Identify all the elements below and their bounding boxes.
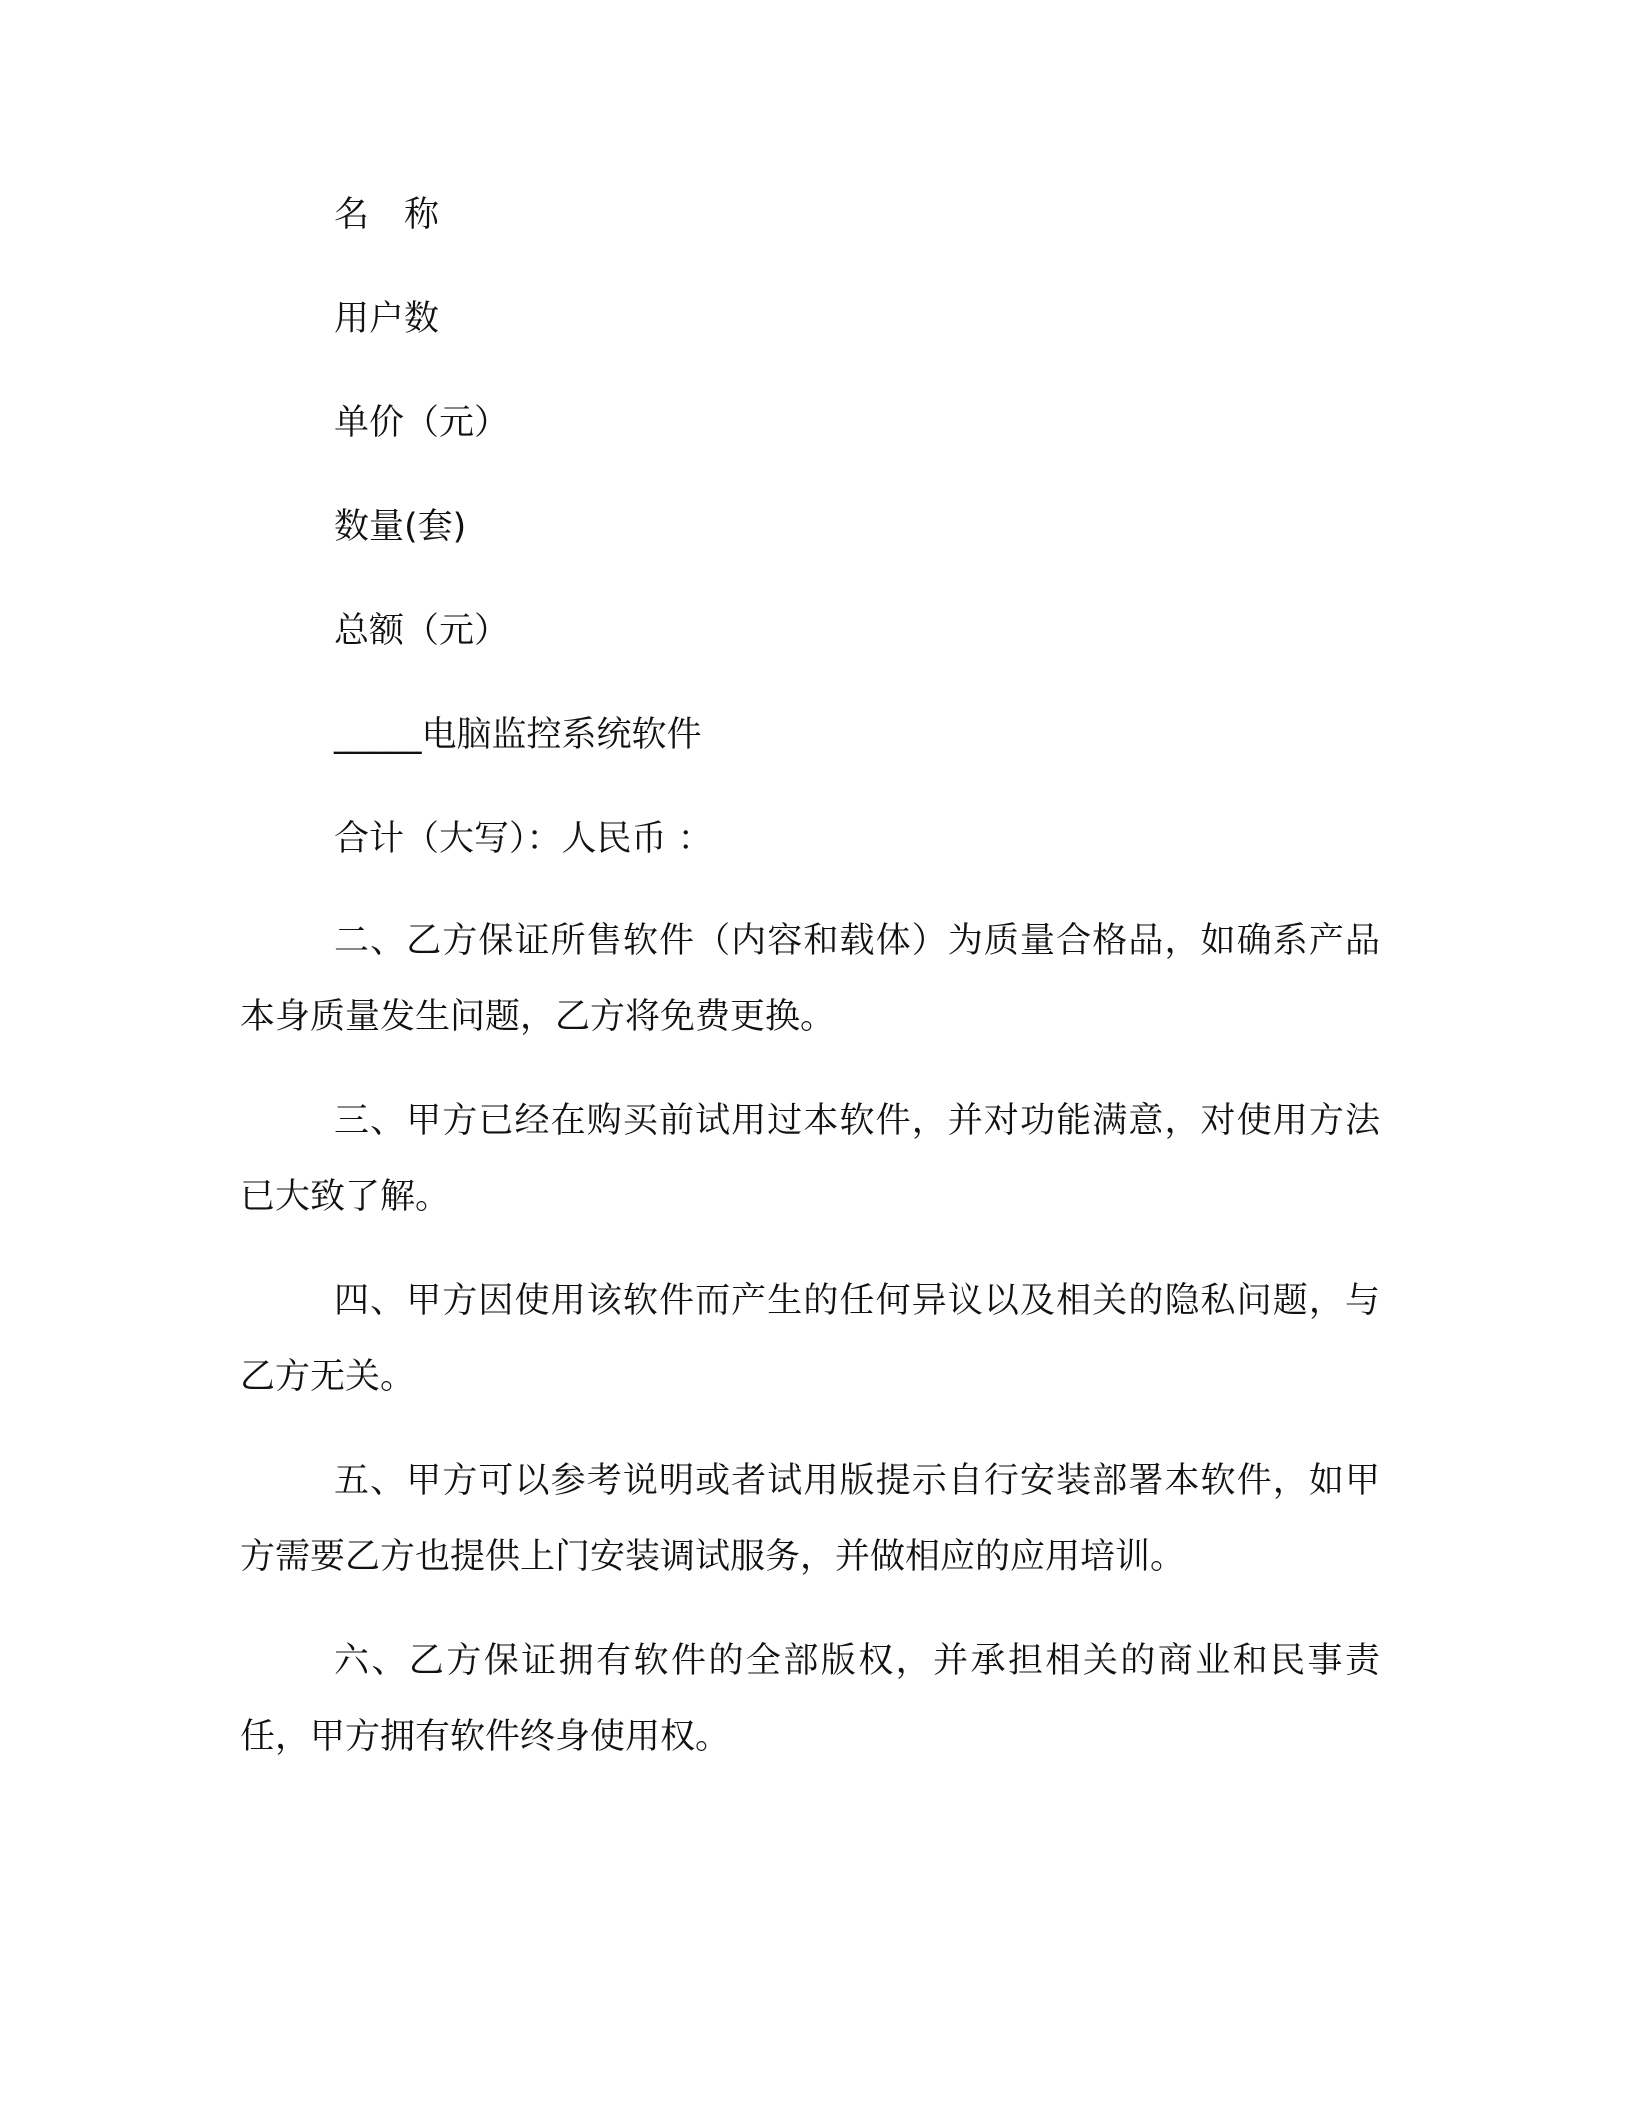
- clause-2: 二、乙方保证所售软件（内容和载体）为质量合格品，如确系产品本身质量发生问题，乙方将免费更换。: [240, 921, 1380, 1037]
- clause-3: 三、甲方已经在购买前试用过本软件，并对功能满意，对使用方法已大致了解。: [240, 1101, 1380, 1217]
- label-product: _____电脑监控系统软件: [334, 715, 702, 755]
- label-users: 用户数: [334, 299, 440, 339]
- label-unit-price: 单价（元）: [334, 403, 510, 443]
- label-total: 总额（元）: [334, 611, 510, 651]
- clause-5: 五、甲方可以参考说明或者试用版提示自行安装部署本软件，如甲方需要乙方也提供上门安装调试服务，并做相应的应用培训。: [240, 1461, 1380, 1577]
- clause-6: 六、乙方保证拥有软件的全部版权，并承担相关的商业和民事责任，甲方拥有软件终身使用权。: [240, 1641, 1380, 1757]
- label-sum: 合计（大写）：人民币 ：: [334, 819, 713, 859]
- label-quantity: 数量(套): [334, 507, 467, 547]
- clause-4: 四、甲方因使用该软件而产生的任何异议以及相关的隐私问题，与乙方无关。: [240, 1281, 1380, 1397]
- label-name: 名 称: [334, 195, 440, 235]
